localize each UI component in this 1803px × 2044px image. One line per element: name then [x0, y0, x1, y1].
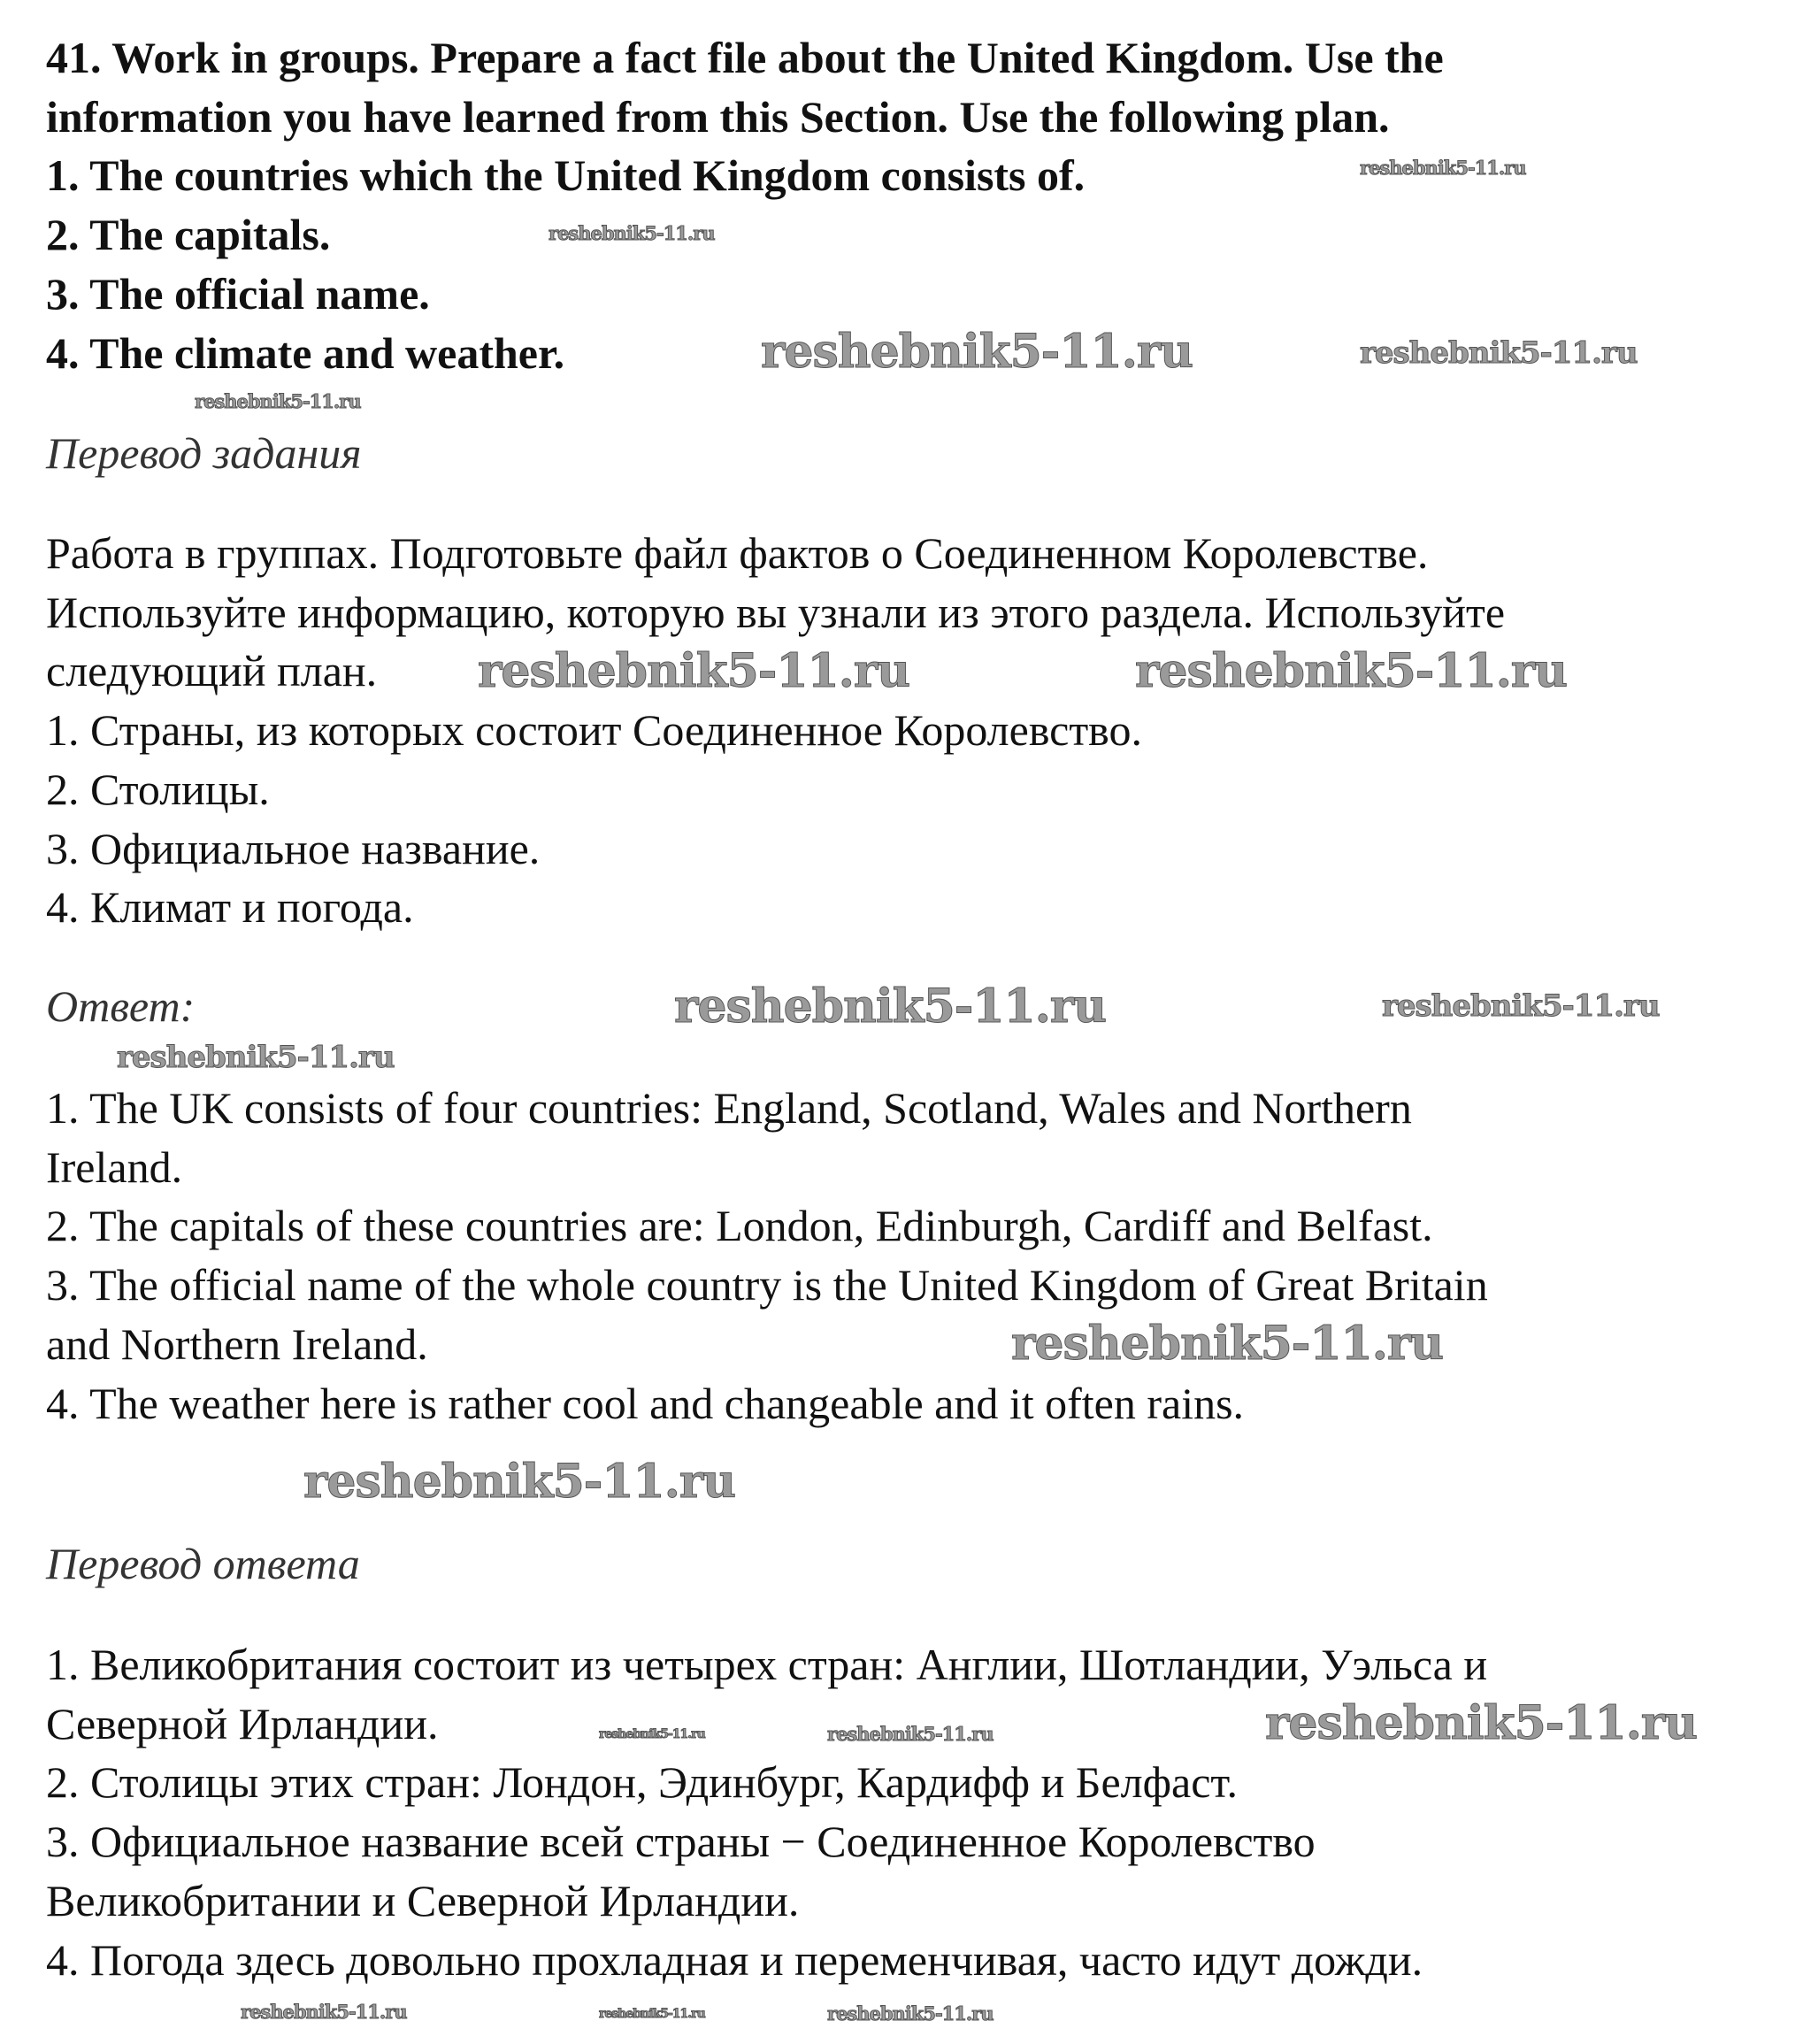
- watermark: reshebnik5-11.ru: [1382, 988, 1660, 1024]
- task-translation-line: Используйте информацию, которую вы узнали из этого раздела. Используйте: [46, 587, 1506, 637]
- watermark: reshebnik5-11.ru: [478, 644, 910, 698]
- task-translation-line: 4. Климат и погода.: [46, 882, 414, 933]
- watermark: reshebnik5-11.ru: [827, 1723, 994, 1745]
- watermark: reshebnik5-11.ru: [117, 1040, 395, 1075]
- task-line: 41. Work in groups. Prepare a fact file about the United Kingdom. Use the: [46, 33, 1444, 82]
- task-translation-line: Работа в группах. Подготовьте файл фактов о Соединенном Королевстве.: [46, 528, 1429, 578]
- answer-line: 4. The weather here is rather cool and changeable and it often rains.: [46, 1378, 1245, 1428]
- task-line: information you have learned from this Section. Use the following plan.: [46, 91, 1390, 142]
- task-line: 3. The official name.: [46, 268, 430, 319]
- answer-translation-line: 3. Официальное название всей страны − Соединенное Королевство: [46, 1817, 1316, 1867]
- task-translation-text: [46, 524, 1505, 937]
- watermark: reshebnik5-11.ru: [761, 325, 1193, 379]
- answer-line: 3. The official name of the whole country is the United Kingdom of Great Britain: [46, 1260, 1488, 1310]
- watermark: reshebnik5-11.ru: [827, 2002, 994, 2025]
- task-translation-line: 1. Страны, из которых состоит Соединенное Королевство.: [46, 705, 1142, 756]
- answer-line: Ireland.: [46, 1141, 183, 1192]
- watermark: reshebnik5-11.ru: [599, 2007, 705, 2021]
- answer-translation-heading: Перевод ответа: [46, 1539, 360, 1588]
- task-text: [46, 28, 1444, 382]
- answer-line: 2. The capitals of these countries are: London, Edinburgh, Cardiff and Belfast.: [46, 1201, 1433, 1251]
- watermark: reshebnik5-11.ru: [1011, 1317, 1444, 1371]
- watermark: reshebnik5-11.ru: [599, 1727, 705, 1741]
- answer-translation-line: 1. Великобритания состоит из четырех стран: Англии, Шотландии, Уэльса и: [46, 1640, 1488, 1689]
- watermark: reshebnik5-11.ru: [1135, 644, 1568, 698]
- watermark: reshebnik5-11.ru: [1360, 157, 1526, 179]
- task-translation-heading: Перевод задания: [46, 428, 362, 478]
- answer-translation-line: 2. Столицы этих стран: Лондон, Эдинбург, Кардифф и Белфаст.: [46, 1757, 1238, 1808]
- answer-translation-line: Великобритании и Северной Ирландии.: [46, 1875, 800, 1925]
- answer-translation-text: [46, 1635, 1487, 1989]
- watermark: reshebnik5-11.ru: [1265, 1696, 1698, 1750]
- task-line: 2. The capitals.: [46, 210, 331, 260]
- watermark: reshebnik5-11.ru: [1360, 335, 1638, 371]
- answer-line: and Northern Ireland.: [46, 1318, 428, 1369]
- answer-translation-line: Северной Ирландии.: [46, 1698, 439, 1748]
- task-translation-line: 2. Столицы.: [46, 764, 270, 814]
- watermark: reshebnik5-11.ru: [674, 980, 1107, 1034]
- answer-text: [46, 1079, 1488, 1433]
- watermark: reshebnik5-11.ru: [195, 390, 361, 412]
- answer-line: 1. The UK consists of four countries: England, Scotland, Wales and Northern: [46, 1083, 1412, 1133]
- task-line: 4. The climate and weather.: [46, 327, 565, 378]
- task-line: 1. The countries which the United Kingdom consists of.: [46, 150, 1086, 201]
- watermark: reshebnik5-11.ru: [549, 222, 715, 244]
- answer-heading: Ответ:: [46, 981, 196, 1031]
- watermark: reshebnik5-11.ru: [303, 1455, 736, 1509]
- task-translation-line: 3. Официальное название.: [46, 823, 541, 873]
- watermark: reshebnik5-11.ru: [241, 2001, 407, 2023]
- task-translation-line: следующий план.: [46, 646, 378, 696]
- answer-translation-line: 4. Погода здесь довольно прохладная и переменчивая, часто идут дожди.: [46, 1934, 1423, 1985]
